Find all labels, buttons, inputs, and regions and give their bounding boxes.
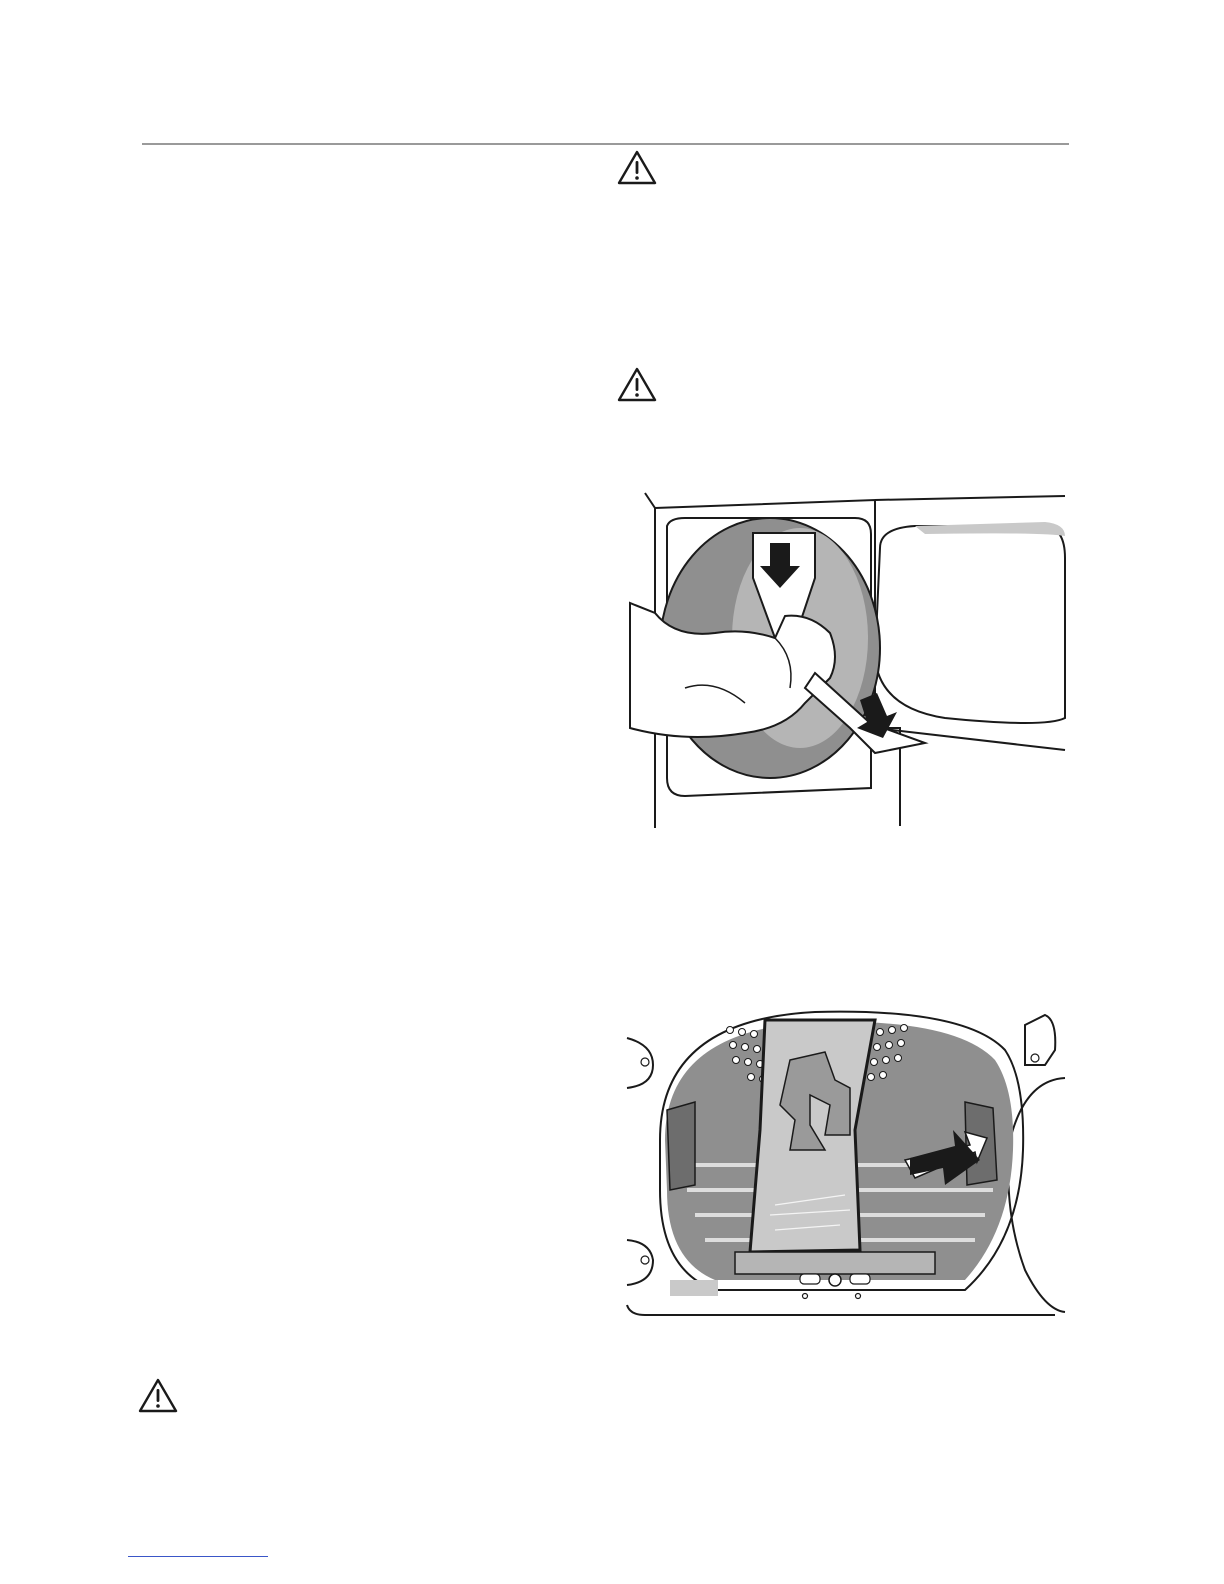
- header-rule: [142, 143, 1069, 145]
- lint-filter-removal-illustration: [625, 488, 1070, 833]
- warning-triangle-icon: [617, 367, 657, 403]
- footer-link-underline[interactable]: [128, 1556, 268, 1557]
- warning-triangle-icon: [138, 1378, 178, 1414]
- warning-triangle-icon: [617, 150, 657, 186]
- dryer-drum-packaging-illustration: [625, 990, 1070, 1320]
